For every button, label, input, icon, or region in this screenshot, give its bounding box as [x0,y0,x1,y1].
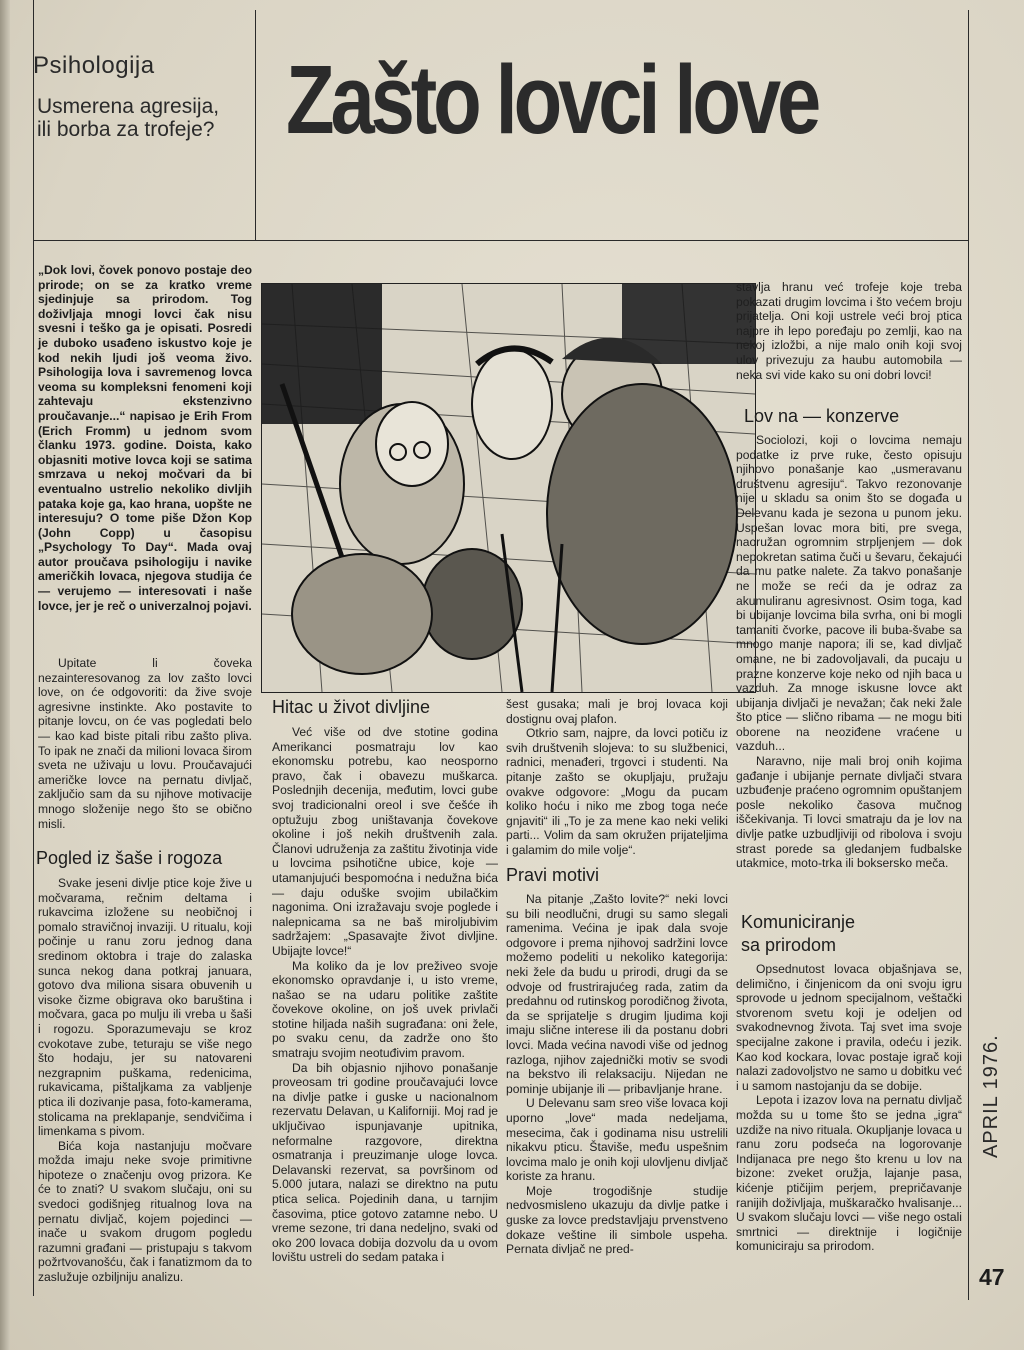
deck [37,95,219,141]
subhead-komuniciranje: Komuniciranje [741,912,856,932]
col4-p4: Opsednutost lovaca objašnjava se, delimično, i činjenicom da oni svoju igru sprovode u jednom specijalnom, veštački stvorenom svetu koji je odeljen od svakodnevnog života. Taj svet ima svoje specijalne zakone i pravila, odeću i jezik. Kao kod kockara, lovac postaje igrač koji nalazi zadovoljstvo ne samo u dobitku već i u samom nastojanju da se dobije. [736,962,962,1093]
header-bottom-rule [33,240,969,241]
column-3b [506,892,728,1257]
col2-p2: Ma koliko da je lov preživeo svoje ekonomsko opravdanje i, u isto vreme, našao se na udaru politike zaštite čovekove okoline, on još uvek privlači stotine hiljada naših sugrađana: oni žele, po svaku cenu, da zadrže ono što smatraju svojim neotuđivim pravom. [272,958,498,1061]
illustration-drawing [262,284,755,692]
col2-p1: Već više od dve stotine godina Amerikanci posmatraju lov kao ekonomsku potrebu, kao neosporno pravo, čak i obavezu muškarca. Poslednjih decenija, međutim, lovci gube svoj tradicionalni oreol i sve češće ih optužuju zbog uništavanja čovekove okoline i još nekih društvenih zala. Članovi udruženja za zaštitu životinja vide u lovcima psihotične ubice, koje — utamanjujući bespomoćna i nedužna bića — daju oduške svojim ubilačkim nagonima. Oni izražavaju svoje poglede i nalepnicama sa ne baš miroljubivim sadržajem: „Spasavajte život divljine. Ubijajte lovce!“ [272,725,498,958]
deck-line-2: ili borba za trofeje? [37,118,215,141]
column-4a [736,280,962,382]
col4-p5: Lepota i izazov lova na pernatu divljač možda su u tome što se jedna „igra“ uzdiže na nivo rituala. Okupljanje lovaca u ranu zoru podseća na logorovanje Indijanaca pre nego što krenu u lov na bizone: zveket oružja, lajanje pasa, kićenje ptičijim perjem, prepričavanje ranijih doživljaja, muškaračko hvalisanje... U svakom slučaju lovci — više nego ostali smrtnici — direktnije i logičnije komuniciraju sa prirodom. [736,1093,962,1254]
issue-date: APRIL 1976. [980,1034,1002,1158]
col4-p1: stavlja hranu već trofeje koje treba pokazati drugim lovcima i što većem broju prijatelja. Oni koji ustrele veći broj ptica najpre ih lepo poređaju po zemlji, kao na nekoj izložbi, a nije malo onih koji svoj ulov privezuju za haubu automobila — neka svi vide kako su oni dobri lovci! [736,280,962,382]
col3-p4: U Delevanu sam sreo više lovaca koji uporno „love“ mada nedeljama, mesecima, čak i godinama nisu ustrelili nikakvu pticu. Štaviše, među uspešnim lovcima malo je onih koji ulovljenu divljač koriste za hranu. [506,1096,728,1184]
column-1 [38,656,252,831]
col1-p2: Bića koja nastanjuju močvare možda imaju neke svoje primitivne hipoteze o značenju ovog prizora. Ke će to znati? U svakom slučaju, oni su svedoci godišnjeg ritualnog lova na pernatu divljač, kojem pojedinci — inače u svakom drugom pogledu razumni građani — pristupaju s takvom požrtvovanošću, čak i fanatizmom da to zaslužuje ozbiljniju analizu. [38,1138,252,1285]
hunters-illustration [261,283,756,693]
column-4b [736,433,962,871]
page-edge [0,0,10,1350]
header-divider [255,10,256,240]
col3-p3: Na pitanje „Zašto lovite?“ neki lovci su bili neodlučni, drugi su samo slegali ramenima. Većina je ipak dala svoje odgovore i prema njihovoj sadržini lovce možemo podeliti u nekoliko kategorija: neki žele da budu u prirodi, drugi da se odvoje od frustrirajućeg rada, zatim da predahnu od rutinskog porodičnog života, da se sprijatelje s drugim ljudima koji imaju slične interese ili da postanu dobri lovci. Mada većina navodi više od jednog razloga, njihov zajednički motiv se svodi na bekstvo ili relaksaciju. Nijedan ne pominje ubijanje ili — pribavljanje hrane. [506,892,728,1096]
column-2 [272,725,498,1265]
subhead-pravi-motivi: Pravi motivi [506,865,600,885]
right-column-rule [968,10,969,1300]
col3-p1: šest gusaka; mali je broj lovaca koji dostignu ovaj plafon. [506,697,728,726]
column-3a [506,697,728,858]
headline: Zašto lovci love [286,45,818,154]
subhead-lov-na-konzerve: Lov na — konzerve [744,406,900,426]
deck-line-1: Usmerena agresija, [37,95,220,118]
section-label: Psihologija [33,52,155,79]
subhead-pogled: Pogled iz šaše i rogoza [36,848,223,868]
page-number: 47 [979,1264,1005,1290]
subhead-sa-prirodom: sa prirodom [741,935,837,955]
left-column-rule [33,0,34,1296]
col4-p2: Sociolozi, koji o lovcima nemaju podatke iz prve ruke, često opisuju njihovo ponašanje kao „usmeravanu društvenu agresiju“. Takvo rezonovanje nije u skladu sa onim što se događa u Delevanu kada je sezona u punom jeku. Uspešan lovac mora biti, pre svega, naoružan ogromnim strpljenjem — dok nepokretan satima čuči u ševaru, čekajući da mu patke nalete. Za takvo ponašanje ne može se reći da je odraz za akumuliranu agresivnost. Osim toga, kad bi ubijanje lovcima bila svrha, oni bi mogli tamaniti čvorke, pacove ili buba-švabe sa mnogo manje napora; ili se, kad divljač omane, ne bi zadovoljavali, da pucaju u prazne konzerve koje neko od njih baca u vazduh. Za mnoge iskusne lovce akt ubijanja divljači je nevažan; čak neki žale što ptice — slično ribama — ne mogu biti oborene na neoziđene vraćene u vazduh... [736,433,962,754]
lead-paragraph: „Dok lovi, čovek ponovo postaje deo prirode; on se za kratko vreme sjedinjuje sa prirodom. Tog doživljaja mnogi lovci čak nisu svesni i teško ga je opisati. Posredi je duboko usađeno iskustvo koje je kod nekih ljudi još veoma živo. Psihologija lova i savremenog lovca veoma su kompleksni fenomeni koji zahtevaju ekstenzivno proučavanje...“ napisao je Erih From (Erich Fromm) u jednom svom članku 1973. godine. Doista, kako objasniti motive lovca koji se satima smrzava u nekoj močvari da bi eventualno ustrelio nekoliko divljih pataka koje ga, kao hrana, uopšte ne interesuju? O tome piše Džon Kop (John Copp) u časopisu „Psychology To Day“. Mada ovaj autor proučava psihologiju i navike američkih lovaca, njegova studija će — verujemo — interesovati i naše lovce, jer je reč o univerzalnoj pojavi. [38,263,252,613]
col1-intro: Upitate li čoveka nezainteresovanog za lov zašto lovci love, on će odgovoriti: da žive svoje agresivne instinkte. Ako postavite to pitanje lovcu, on će vas pogledati belo — kao kad biste pitali ribu zašto pliva. To ipak ne znači da milioni lovaca širom sveta ne uživaju u lovu. Proučavajući američke lovce na pernatu divljač, zaključio sam da su njihove motivacije mnogo složenije nego što se obično misli. [38,656,252,831]
col1-p1: Svake jeseni divlje ptice koje žive u močvarama, rečnim deltama i rukavcima izložene su neobičnoj i pomalo stravičnoj invaziji. U ritualu, koji počinje u ranu zoru jednog dana sredinom oktobra i traje do zalaska sunca nekog dana potkraj januara, gotovo dva miliona sisara obuvenih u visoke čizme obigrava oko baruština i močvara, gaca po mulju ili vreba u šaši i rogozu. Sporazumevaju se kroz cvokotave zube, teturaju se više nego što hodaju, jer su natovareni nezgrapnim puškama, redenicima, rukavicama, pištaljkama za vabljenje ptica ili dozivanje pasa, foto-kamerama, stolicama na preklapanje, sendvičima i limenkama s pivom. [38,876,252,1139]
col3-p5: Moje trogodišnje studije nedvosmisleno ukazuju da divlje patke i guske za lovce predstavljaju prvenstveno dokaze veštine ili simbole uspeha. Pernata divljač ne pred- [506,1183,728,1257]
subhead-hitac: Hitac u život divljine [272,697,431,717]
column-1-body [38,876,252,1285]
column-4c [736,962,962,1254]
col2-p3: Da bih objasnio njihovo ponašanje proveosam tri godine proučavajući lovce na divlje patke i guske u nacionalnom rezervatu Delavan, u Kaliforniji. Moj rad je uključivao ispunjavanje upitnika, neformalne razgovore, direktna osmatranja i preuzimanje uloge lovca. Delavanski rezervat, sa površinom od 5.000 jutara, nalazi se direktno na putu ptica selica. Pojedinih dana, u tarnjim časovima, ptice gotovo zatamne nebo. U vreme sezone, tri dana nedeljno, svaki od oko 200 lovaca dobija dozvolu da u ovom lovištu ustreli do sedam pataka i [272,1060,498,1265]
col3-p2: Otkrio sam, najpre, da lovci potiču iz svih društvenih slojeva: to su službenici, radnici, menađeri, trgovci i studenti. Na pitanje zašto se okupljaju, pružaju ovakve odgovore: „Mogu da pucam koliko hoću i niko me zbog toga neće gnjaviti“ ili „To je za mene kao neki veliki parti... Volim da sam okružen prijateljima i galamim do mile volje“. [506,726,728,857]
col4-p3: Naravno, nije mali broj onih kojima gađanje i ubijanje pernate divljači stvara uzbuđenje praćeno ogromnim opuštanjem posle nekoliko časova mučnog iščekivanja. Ti lovci smatraju da je lov na divlje patke uzbudljiviji od ribolova i svoju strast porede sa gledanjem fudbalske utakmice, moto-trka ili boksersko meča. [736,754,962,871]
